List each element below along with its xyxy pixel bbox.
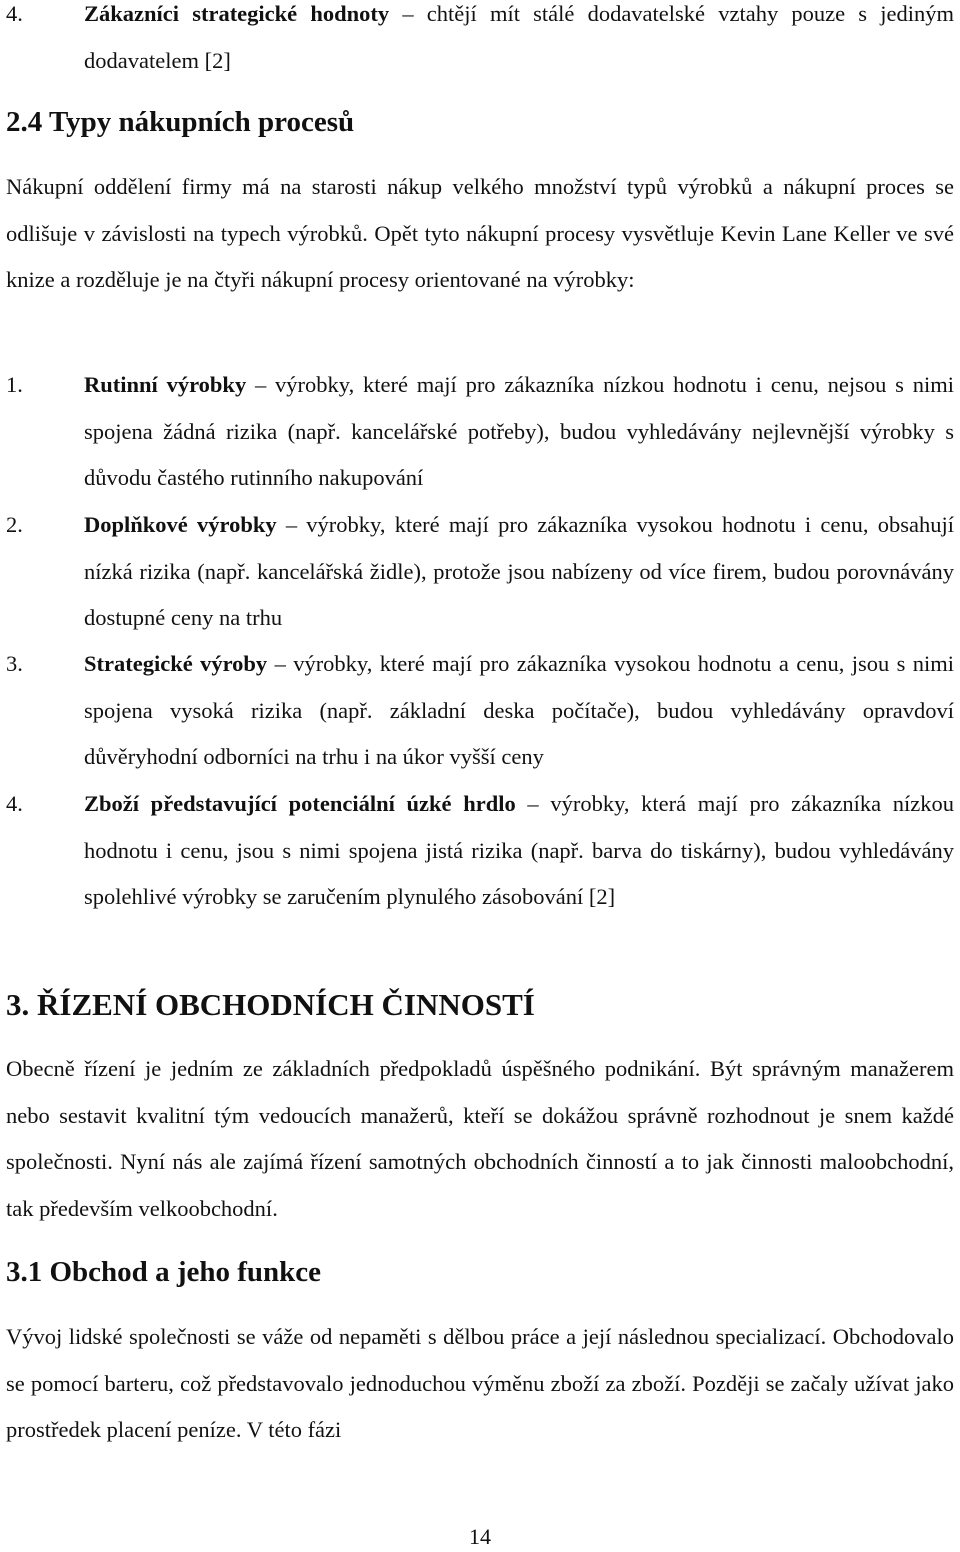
- list-item: [6, 502, 954, 642]
- chapter-heading: 3. ŘÍZENÍ OBCHODNÍCH ČINNOSTÍ: [6, 987, 535, 1022]
- list-item-body: [84, 781, 954, 921]
- list-item-number: 4.: [6, 791, 23, 816]
- list-item-text: – výrobky, které mají pro zákazníka nízkou hodnotu i cenu, nejsou s nimi spojena žádná rizika (např. kancelářské potřeby), budou vyhledávány nejlevnější výrobky s důvodu častého rutinního nakupování: [84, 372, 954, 490]
- list-item-text: – výrobky, která mají pro zákazníka nízkou hodnotu i cenu, jsou s nimi spojena jistá rizika (např. barva do tiskárny), budou vyhledávány spolehlivé výrobky se zaručením plynulého zásobování [2]: [84, 791, 954, 909]
- paragraph: Vývoj lidské společnosti se váže od nepaměti s dělbou práce a její následnou specializací. Obchodovalo se pomocí barteru, což představovalo jednoduchou výměnu zboží za zboží. Později se začaly užívat jako prostředek placení peníze. V této fázi: [6, 1324, 954, 1442]
- section-heading: 2.4 Typy nákupních procesů: [6, 106, 355, 138]
- list-item-text: – výrobky, které mají pro zákazníka vysokou hodnotu a cenu, jsou s nimi spojena vysoká rizika (např. základní deska počítače), budou vyhledávány opravdoví důvěryhodní odborníci na trhu i na úkor vyšší ceny: [84, 651, 954, 769]
- list-item-text: – chtějí mít stálé dodavatelské vztahy pouze s jediným dodavatelem [2]: [84, 1, 954, 73]
- list-item-number: 3.: [6, 651, 23, 676]
- list-item-term: Zboží představující potenciální úzké hrdlo: [84, 791, 516, 816]
- list-item-number: 4.: [6, 1, 23, 26]
- list-item: [6, 0, 954, 84]
- list-item-term: Doplňkové výrobky: [84, 512, 277, 537]
- list-item-term: Zákazníci strategické hodnoty: [84, 1, 390, 26]
- list-item-number: 1.: [6, 372, 23, 397]
- list-item-number: 2.: [6, 512, 23, 537]
- list-item-term: Rutinní výrobky: [84, 372, 247, 397]
- list-item-body: [84, 502, 954, 642]
- list-item: [6, 362, 954, 502]
- list-item-body: [84, 362, 954, 502]
- list-item: [6, 781, 954, 921]
- section-heading: 3.1 Obchod a jeho funkce: [6, 1256, 322, 1288]
- paragraph: Nákupní oddělení firmy má na starosti nákup velkého množství typů výrobků a nákupní proces se odlišuje v závislosti na typech výrobků. Opět tyto nákupní procesy vysvětluje Kevin Lane Keller ve své knize a rozděluje je na čtyři nákupní procesy orientované na výrobky:: [6, 174, 954, 292]
- list-item-text: – výrobky, které mají pro zákazníka vysokou hodnotu i cenu, obsahují nízká rizika (např. kancelářská židle), protože jsou nabízeny od více firem, budou porovnávány dostupné ceny na trhu: [84, 512, 954, 630]
- list-item-body: [84, 0, 954, 84]
- list-item-term: Strategické výroby: [84, 651, 268, 676]
- page-number: 14: [469, 1524, 491, 1549]
- paragraph: Obecně řízení je jedním ze základních předpokladů úspěšného podnikání. Být správným manažerem nebo sestavit kvalitní tým vedoucích manažerů, kteří se dokážou správně rozhodnout je snem každé společnosti. Nyní nás ale zajímá řízení samotných obchodních činností a to jak činnosti maloobchodní, tak především velkoobchodní.: [6, 1056, 954, 1221]
- list-item-body: [84, 641, 954, 781]
- list-item: [6, 641, 954, 781]
